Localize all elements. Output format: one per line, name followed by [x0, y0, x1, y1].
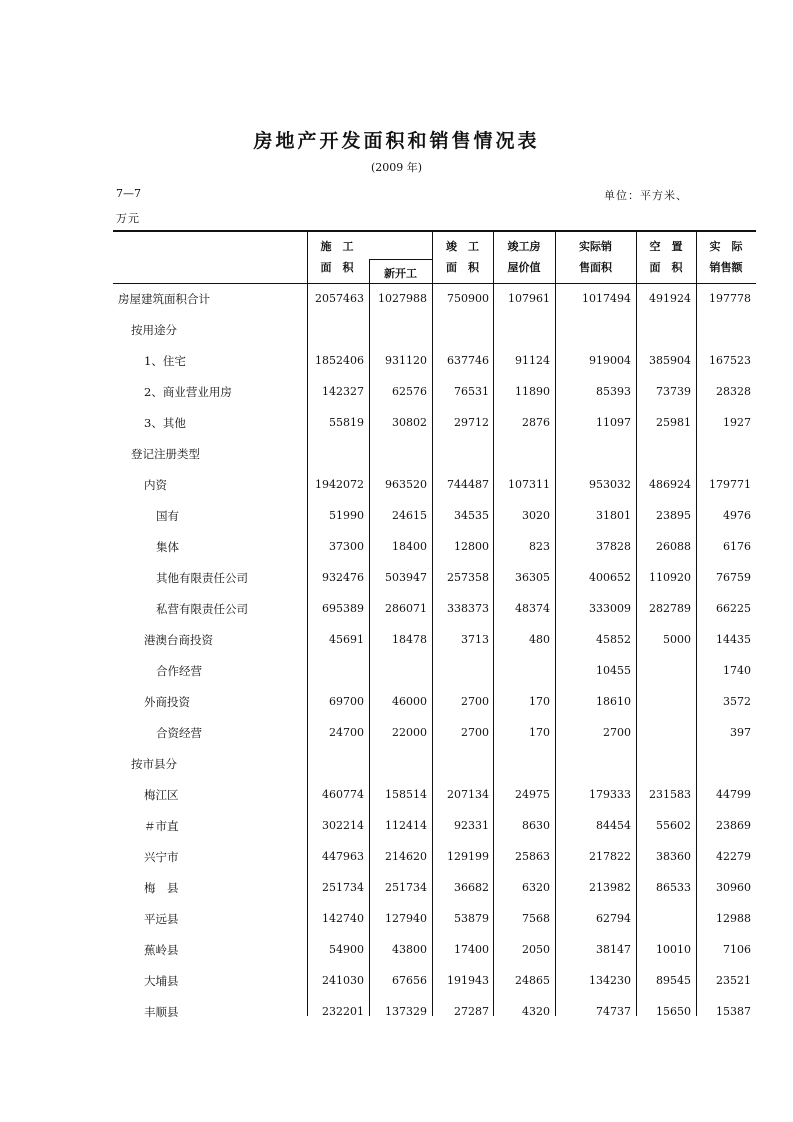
table-cell: 919004	[589, 354, 631, 367]
row-label: 3、其他	[144, 416, 186, 430]
table-cell: 36682	[454, 881, 489, 894]
table-cell: 11097	[596, 416, 631, 429]
table-cell: 397	[730, 726, 751, 739]
table-cell: 6176	[723, 540, 751, 553]
table-cell: 170	[529, 695, 550, 708]
table-cell: 46000	[392, 695, 427, 708]
table-cell: 76531	[454, 385, 489, 398]
table-cell: 10010	[656, 943, 691, 956]
table-cell: 251734	[385, 881, 427, 894]
table-cell: 1927	[723, 416, 751, 429]
table-cell: 170	[529, 726, 550, 739]
table-cell: 8630	[522, 819, 550, 832]
table-cell: 18400	[392, 540, 427, 553]
table-cell: 73739	[656, 385, 691, 398]
table-cell: 28328	[716, 385, 751, 398]
table-cell: 42279	[716, 850, 751, 863]
table-cell: 750900	[447, 292, 489, 305]
row-label: 港澳台商投资	[144, 633, 213, 647]
table-cell: 129199	[447, 850, 489, 863]
table-cell: 5000	[663, 633, 691, 646]
table-cell: 38147	[596, 943, 631, 956]
row-label: 私营有限责任公司	[156, 602, 248, 616]
row-label: 1、住宅	[144, 354, 186, 368]
subheader-rule	[369, 259, 432, 260]
table-cell: 460774	[322, 788, 364, 801]
table-cell: 953032	[589, 478, 631, 491]
table-cell: 51990	[329, 509, 364, 522]
table-cell: 25981	[656, 416, 691, 429]
table-cell: 27287	[454, 1005, 489, 1018]
table-cell: 191943	[447, 974, 489, 987]
table-cell: 932476	[322, 571, 364, 584]
table-cell: 91124	[515, 354, 550, 367]
unit-label: 单位：平方米、	[604, 189, 688, 202]
table-cell: 17400	[454, 943, 489, 956]
table-cell: 241030	[322, 974, 364, 987]
table-cell: 231583	[649, 788, 691, 801]
table-cell: 14435	[716, 633, 751, 646]
table-cell: 31801	[596, 509, 631, 522]
row-label: 房屋建筑面积合计	[118, 292, 210, 306]
table-cell: 110920	[649, 571, 691, 584]
table-cell: 30802	[392, 416, 427, 429]
row-label: 梅江区	[144, 788, 179, 802]
table-cell: 112414	[385, 819, 427, 832]
row-label: 2、商业营业用房	[144, 385, 232, 399]
table-cell: 15650	[656, 1005, 691, 1018]
table-cell: 137329	[385, 1005, 427, 1018]
table-cell: 74737	[596, 1005, 631, 1018]
table-cell: 1027988	[378, 292, 427, 305]
row-label: 外商投资	[144, 695, 190, 709]
row-label: 梅 县	[144, 881, 179, 895]
table-cell: 89545	[656, 974, 691, 987]
table-cell: 55819	[329, 416, 364, 429]
table-cell: 2700	[461, 695, 489, 708]
column-divider	[432, 230, 433, 1016]
table-cell: 84454	[596, 819, 631, 832]
table-cell: 86533	[656, 881, 691, 894]
table-cell: 67656	[392, 974, 427, 987]
table-cell: 217822	[589, 850, 631, 863]
header-completed-area-line1: 竣 工	[446, 240, 479, 253]
column-divider	[696, 230, 697, 1016]
row-label: 登记注册类型	[131, 447, 200, 461]
table-cell: 55602	[656, 819, 691, 832]
row-label: 丰顺县	[144, 1005, 179, 1019]
table-cell: 486924	[649, 478, 691, 491]
table-cell: 480	[529, 633, 550, 646]
row-label: 合作经营	[156, 664, 202, 678]
header-vacant-area-line1: 空 置	[649, 240, 683, 253]
table-cell: 24615	[392, 509, 427, 522]
table-cell: 11890	[515, 385, 550, 398]
table-cell: 4320	[522, 1005, 550, 1018]
table-cell: 66225	[716, 602, 751, 615]
row-label: 内资	[144, 478, 167, 492]
column-divider	[555, 230, 556, 1016]
table-cell: 302214	[322, 819, 364, 832]
table-cell: 7568	[522, 912, 550, 925]
table-cell: 6320	[522, 881, 550, 894]
table-cell: 963520	[385, 478, 427, 491]
table-top-rule	[113, 230, 756, 232]
column-divider	[493, 230, 494, 1016]
table-cell: 62576	[392, 385, 427, 398]
row-label: 国有	[156, 509, 179, 523]
table-cell: 10455	[596, 664, 631, 677]
table-cell: 107311	[508, 478, 550, 491]
table-cell: 3020	[522, 509, 550, 522]
table-cell: 45852	[596, 633, 631, 646]
table-cell: 23521	[716, 974, 751, 987]
table-cell: 158514	[385, 788, 427, 801]
table-cell: 62794	[596, 912, 631, 925]
table-cell: 23895	[656, 509, 691, 522]
row-label: 大埔县	[144, 974, 179, 988]
table-cell: 26088	[656, 540, 691, 553]
table-cell: 286071	[385, 602, 427, 615]
table-cell: 179771	[709, 478, 751, 491]
table-cell: 85393	[596, 385, 631, 398]
table-cell: 197778	[709, 292, 751, 305]
table-cell: 1017494	[582, 292, 631, 305]
column-divider	[369, 259, 370, 1016]
unit-label-continued: 万元	[116, 212, 140, 225]
table-cell: 18610	[596, 695, 631, 708]
table-cell: 2876	[522, 416, 550, 429]
header-vacant-area-line2: 面 积	[649, 261, 683, 274]
row-label: 平远县	[144, 912, 179, 926]
table-cell: 333009	[589, 602, 631, 615]
table-cell: 282789	[649, 602, 691, 615]
table-cell: 167523	[709, 354, 751, 367]
table-cell: 2700	[461, 726, 489, 739]
table-cell: 232201	[322, 1005, 364, 1018]
header-bottom-rule	[113, 283, 756, 284]
row-label: 蕉岭县	[144, 943, 179, 957]
table-cell: 4976	[723, 509, 751, 522]
header-construction-area-line2: 面 积	[320, 261, 354, 274]
row-label: 其他有限责任公司	[156, 571, 248, 585]
table-cell: 107961	[508, 292, 550, 305]
table-cell: 37300	[329, 540, 364, 553]
header-sold-area-line1: 实际销	[579, 240, 612, 253]
table-cell: 251734	[322, 881, 364, 894]
table-cell: 15387	[716, 1005, 751, 1018]
table-cell: 2050	[522, 943, 550, 956]
table-cell: 69700	[329, 695, 364, 708]
table-cell: 744487	[447, 478, 489, 491]
year-subtitle: (2009 年)	[370, 161, 423, 174]
table-cell: 48374	[515, 602, 550, 615]
table-cell: 24975	[515, 788, 550, 801]
table-cell: 338373	[447, 602, 489, 615]
table-cell: 1852406	[315, 354, 364, 367]
table-cell: 37828	[596, 540, 631, 553]
table-cell: 491924	[649, 292, 691, 305]
table-cell: 23869	[716, 819, 751, 832]
table-cell: 30960	[716, 881, 751, 894]
table-cell: 12800	[454, 540, 489, 553]
table-cell: 53879	[454, 912, 489, 925]
table-cell: 400652	[589, 571, 631, 584]
table-cell: 134230	[589, 974, 631, 987]
table-cell: 637746	[447, 354, 489, 367]
table-cell: 7106	[723, 943, 751, 956]
header-sold-area-line2: 售面积	[579, 261, 612, 274]
column-divider	[307, 230, 308, 1016]
table-cell: 2700	[603, 726, 631, 739]
row-label: 按市县分	[131, 757, 177, 771]
table-cell: 2057463	[315, 292, 364, 305]
table-cell: 22000	[392, 726, 427, 739]
header-construction-area-line1: 施 工	[320, 240, 354, 253]
row-label: 按用途分	[131, 323, 177, 337]
table-cell: 92331	[454, 819, 489, 832]
row-label: ＃市直	[144, 819, 179, 833]
table-cell: 931120	[385, 354, 427, 367]
header-completed-value-line2: 屋价值	[507, 261, 541, 274]
table-code: 7—7	[116, 187, 141, 200]
table-cell: 1942072	[315, 478, 364, 491]
table-cell: 76759	[716, 571, 751, 584]
table-cell: 3572	[723, 695, 751, 708]
table-cell: 179333	[589, 788, 631, 801]
table-cell: 503947	[385, 571, 427, 584]
table-cell: 207134	[447, 788, 489, 801]
table-cell: 213982	[589, 881, 631, 894]
row-label: 合资经营	[156, 726, 202, 740]
header-completed-value-line1: 竣工房	[507, 240, 541, 253]
header-sales-amount-line2: 销售额	[709, 261, 743, 274]
table-cell: 43800	[392, 943, 427, 956]
table-cell: 823	[529, 540, 550, 553]
row-label: 集体	[156, 540, 179, 554]
table-cell: 24700	[329, 726, 364, 739]
table-cell: 34535	[454, 509, 489, 522]
header-new-construction: 新开工	[384, 267, 417, 280]
column-divider	[636, 230, 637, 1016]
table-cell: 385904	[649, 354, 691, 367]
page-title: 房地产开发面积和销售情况表	[253, 130, 540, 152]
header-completed-area-line2: 面 积	[446, 261, 479, 274]
table-cell: 447963	[322, 850, 364, 863]
table-cell: 142327	[322, 385, 364, 398]
table-cell: 54900	[329, 943, 364, 956]
row-label: 兴宁市	[144, 850, 179, 864]
table-cell: 18478	[392, 633, 427, 646]
table-cell: 12988	[716, 912, 751, 925]
table-cell: 29712	[454, 416, 489, 429]
table-cell: 38360	[656, 850, 691, 863]
table-cell: 127940	[385, 912, 427, 925]
table-cell: 1740	[723, 664, 751, 677]
table-cell: 45691	[329, 633, 364, 646]
table-cell: 25863	[515, 850, 550, 863]
table-cell: 24865	[515, 974, 550, 987]
table-cell: 257358	[447, 571, 489, 584]
table-cell: 44799	[716, 788, 751, 801]
table-cell: 3713	[461, 633, 489, 646]
table-cell: 214620	[385, 850, 427, 863]
table-cell: 36305	[515, 571, 550, 584]
header-sales-amount-line1: 实 际	[709, 240, 743, 253]
table-cell: 695389	[322, 602, 364, 615]
table-cell: 142740	[322, 912, 364, 925]
